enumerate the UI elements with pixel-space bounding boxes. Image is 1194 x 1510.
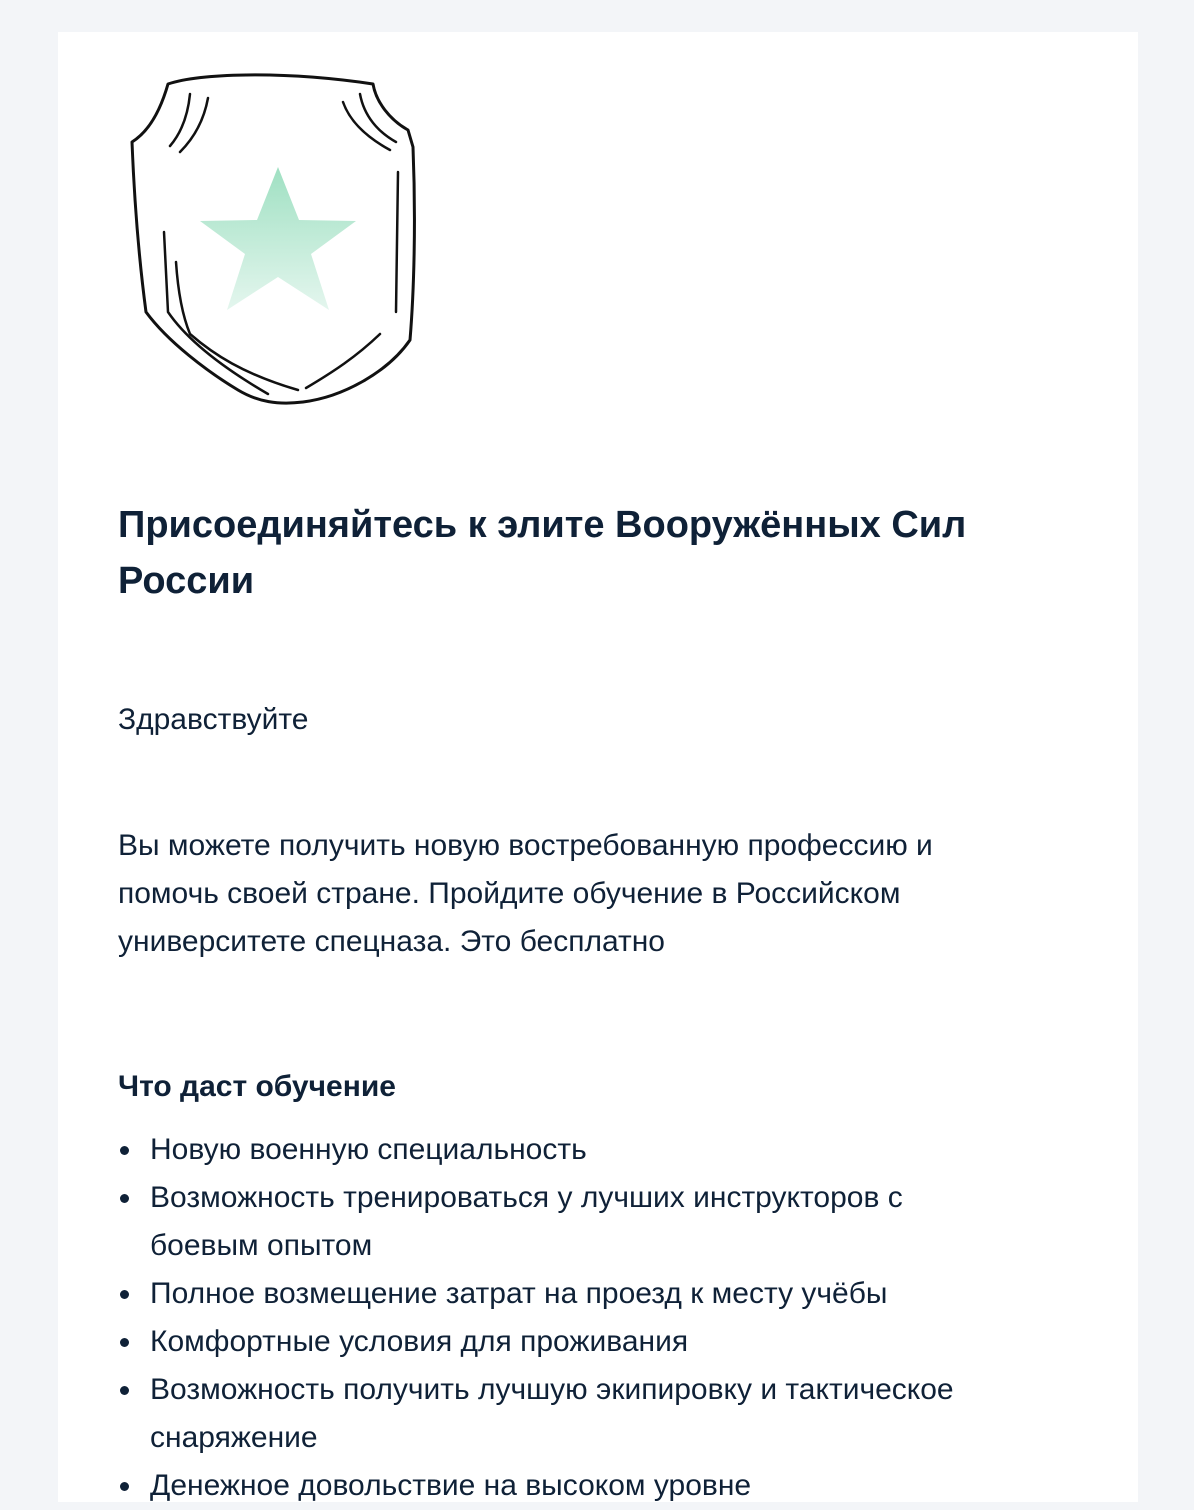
section-title: Что даст обучение xyxy=(118,1070,396,1103)
list-item: Возможность тренироваться у лучших инструкторов с боевым опытом xyxy=(118,1174,970,1270)
list-item: Возможность получить лучшую экипировку и тактическое снаряжение xyxy=(118,1366,1058,1462)
shield-star-icon xyxy=(128,72,428,412)
greeting-text: Здравствуйте xyxy=(118,703,309,736)
email-card xyxy=(58,32,1138,1502)
list-item: Полное возмещение затрат на проезд к месту учёбы xyxy=(118,1270,1058,1318)
list-item: Денежное довольствие на высоком уровне xyxy=(118,1462,1058,1510)
list-item: Комфортные условия для проживания xyxy=(118,1318,1058,1366)
email-title: Присоединяйтесь к элите Вооружённых Сил России xyxy=(118,504,967,602)
intro-paragraph: Вы можете получить новую востребованную профессию и помочь своей стране. Пройдите обучение в Российском университете спецназа. Это бесплатно xyxy=(118,829,933,958)
benefits-list xyxy=(118,1126,1058,1510)
list-item: Новую военную специальность xyxy=(118,1126,1058,1174)
